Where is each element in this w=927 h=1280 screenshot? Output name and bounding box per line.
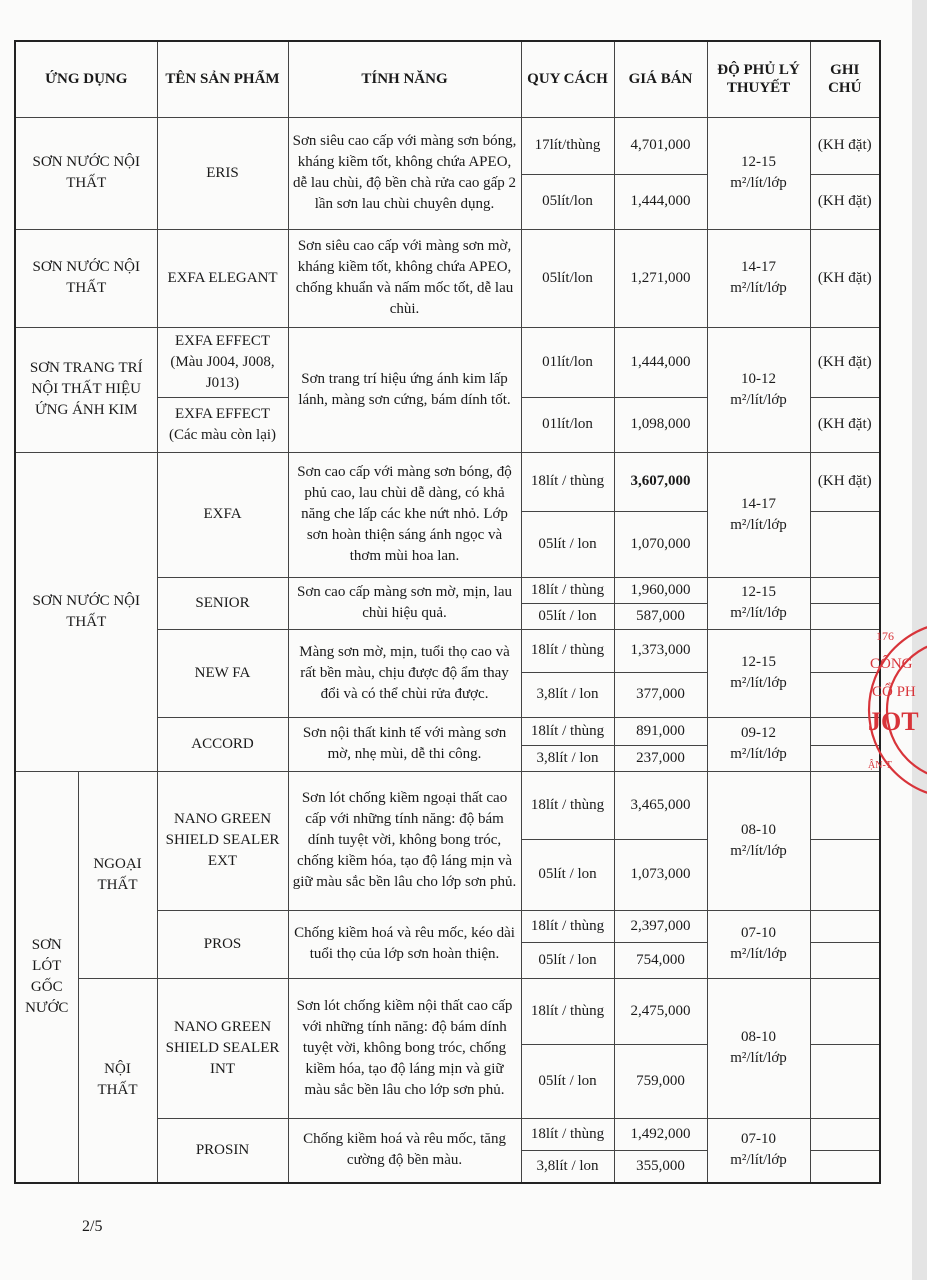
coverage-cell: 14-17 m²/lít/lớp xyxy=(707,452,810,577)
note-cell xyxy=(810,1044,880,1118)
product-name: NEW FA xyxy=(157,629,288,717)
spec-cell: 18lít / thùng xyxy=(521,771,614,839)
price-cell: 1,073,000 xyxy=(614,839,707,910)
application-cell: SƠN LÓT GỐC NƯỚC xyxy=(15,771,78,1183)
price-cell: 587,000 xyxy=(614,603,707,629)
product-name: NANO GREEN SHIELD SEALER INT xyxy=(157,978,288,1118)
svg-text:CỔ PH: CỔ PH xyxy=(872,684,916,700)
product-feature: Sơn siêu cao cấp với màng sơn mờ, kháng kiềm tốt, không chứa APEO, chống khuẩn và nấm mốc tốt, dễ lau chùi. xyxy=(288,229,521,327)
company-stamp xyxy=(862,620,919,790)
coverage-cell: 08-10 m²/lít/lớp xyxy=(707,978,810,1118)
product-name: EXFA xyxy=(157,452,288,577)
table-row xyxy=(15,978,880,1044)
product-name: PROSIN xyxy=(157,1118,288,1183)
price-cell: 1,492,000 xyxy=(614,1118,707,1150)
product-name: NANO GREEN SHIELD SEALER EXT xyxy=(157,771,288,910)
note-cell xyxy=(810,910,880,942)
price-cell: 377,000 xyxy=(614,672,707,717)
spec-cell: 01lít/lon xyxy=(521,327,614,397)
price-cell: 2,475,000 xyxy=(614,978,707,1044)
spec-cell: 3,8lít / lon xyxy=(521,1150,614,1183)
product-name: EXFA EFFECT (Các màu còn lại) xyxy=(157,397,288,452)
price-cell: 4,701,000 xyxy=(614,117,707,174)
header-do-phu: ĐỘ PHỦ LÝ THUYẾT xyxy=(707,41,810,117)
header-gia-ban: GIÁ BÁN xyxy=(614,41,707,117)
product-name: ACCORD xyxy=(157,717,288,771)
product-feature: Sơn lót chống kiềm nội thất cao cấp với những tính năng: độ bám dính tuyệt vời, không bong tróc, chống kiềm hóa, tạo độ láng mịn và giữ màu sắc bền lâu cho lớp sơn phủ. xyxy=(288,978,521,1118)
price-cell: 3,465,000 xyxy=(614,771,707,839)
note-cell xyxy=(810,1118,880,1150)
table-row xyxy=(15,327,880,397)
price-cell: 1,444,000 xyxy=(614,174,707,229)
product-feature: Màng sơn mờ, mịn, tuổi thọ cao và rất bền màu, chịu được độ ẩm thay đổi và có thể chùi rửa được. xyxy=(288,629,521,717)
coverage-cell: 08-10 m²/lít/lớp xyxy=(707,771,810,910)
coverage-cell: 09-12 m²/lít/lớp xyxy=(707,717,810,771)
coverage-cell: 14-17 m²/lít/lớp xyxy=(707,229,810,327)
note-cell xyxy=(810,942,880,978)
header-row xyxy=(15,41,880,117)
price-cell: 1,070,000 xyxy=(614,511,707,577)
product-feature: Sơn trang trí hiệu ứng ánh kim lấp lánh, màng sơn cứng, bám dính tốt. xyxy=(288,327,521,452)
spec-cell: 18lít / thùng xyxy=(521,910,614,942)
page-edge xyxy=(912,0,927,1280)
price-cell: 1,444,000 xyxy=(614,327,707,397)
note-cell xyxy=(810,839,880,910)
coverage-cell: 12-15 m²/lít/lớp xyxy=(707,577,810,629)
price-table xyxy=(14,40,881,1184)
header-ung-dung: ỨNG DỤNG xyxy=(15,41,157,117)
note-cell: (KH đặt) xyxy=(810,327,880,397)
spec-cell: 18lít / thùng xyxy=(521,717,614,745)
table-row xyxy=(15,452,880,511)
product-name: EXFA ELEGANT xyxy=(157,229,288,327)
svg-text:176: 176 xyxy=(876,629,894,643)
price-cell: 759,000 xyxy=(614,1044,707,1118)
application-cell: SƠN NƯỚC NỘI THẤT xyxy=(15,117,157,229)
coverage-cell: 07-10 m²/lít/lớp xyxy=(707,910,810,978)
price-cell: 3,607,000 xyxy=(614,452,707,511)
product-feature: Sơn nội thất kinh tế với màng sơn mờ, nhẹ mùi, dễ thi công. xyxy=(288,717,521,771)
note-cell xyxy=(810,511,880,577)
spec-cell: 17lít/thùng xyxy=(521,117,614,174)
note-cell xyxy=(810,978,880,1044)
note-cell xyxy=(810,577,880,603)
application-cell: SƠN TRANG TRÍ NỘI THẤT HIỆU ỨNG ÁNH KIM xyxy=(15,327,157,452)
product-feature: Sơn lót chống kiềm ngoại thất cao cấp với những tính năng: độ bám dính tuyệt vời, không bong tróc, chống kiềm hóa, tạo độ láng mịn và giữ màu sắc bền lâu cho lớp sơn phủ. xyxy=(288,771,521,910)
price-cell: 1,960,000 xyxy=(614,577,707,603)
coverage-cell: 12-15 m²/lít/lớp xyxy=(707,117,810,229)
spec-cell: 05lít / lon xyxy=(521,511,614,577)
note-cell: (KH đặt) xyxy=(810,229,880,327)
price-cell: 2,397,000 xyxy=(614,910,707,942)
product-name: EXFA EFFECT (Màu J004, J008, J013) xyxy=(157,327,288,397)
note-cell: (KH đặt) xyxy=(810,397,880,452)
application-cell: SƠN NƯỚC NỘI THẤT xyxy=(15,229,157,327)
note-cell: (KH đặt) xyxy=(810,174,880,229)
svg-text:CÔNG: CÔNG xyxy=(870,656,913,672)
subgroup-cell: NGOẠI THẤT xyxy=(78,771,157,978)
price-cell: 1,271,000 xyxy=(614,229,707,327)
product-feature: Sơn siêu cao cấp với màng sơn bóng, kháng kiềm tốt, không chứa APEO, dễ lau chùi, độ bền chà rửa cao gấp 2 lần sơn lau chùi chuyên dụng. xyxy=(288,117,521,229)
spec-cell: 05lít/lon xyxy=(521,229,614,327)
spec-cell: 18lít / thùng xyxy=(521,978,614,1044)
spec-cell: 01lít/lon xyxy=(521,397,614,452)
product-feature: Sơn cao cấp với màng sơn bóng, độ phủ cao, lau chùi dễ dàng, có khả năng che lấp các khe nứt nhỏ. Lớp sơn hoàn thiện sáng ánh ngọc và thơm mùi hoa lan. xyxy=(288,452,521,577)
spec-cell: 18lít / thùng xyxy=(521,1118,614,1150)
header-ten-san-pham: TÊN SẢN PHẨM xyxy=(157,41,288,117)
spec-cell: 3,8lít / lon xyxy=(521,745,614,771)
price-cell: 355,000 xyxy=(614,1150,707,1183)
coverage-cell: 10-12 m²/lít/lớp xyxy=(707,327,810,452)
product-name: ERIS xyxy=(157,117,288,229)
product-feature: Sơn cao cấp màng sơn mờ, mịn, lau chùi hiệu quả. xyxy=(288,577,521,629)
spec-cell: 05lít / lon xyxy=(521,942,614,978)
spec-cell: 18lít / thùng xyxy=(521,577,614,603)
page-number: 2/5 xyxy=(82,1218,103,1235)
coverage-cell: 12-15 m²/lít/lớp xyxy=(707,629,810,717)
price-cell: 754,000 xyxy=(614,942,707,978)
product-name: SENIOR xyxy=(157,577,288,629)
spec-cell: 05lít / lon xyxy=(521,839,614,910)
note-cell: (KH đặt) xyxy=(810,117,880,174)
header-ghi-chu: GHI CHÚ xyxy=(810,41,880,117)
coverage-cell: 07-10 m²/lít/lớp xyxy=(707,1118,810,1183)
spec-cell: 05lít / lon xyxy=(521,603,614,629)
price-cell: 891,000 xyxy=(614,717,707,745)
header-quy-cach: QUY CÁCH xyxy=(521,41,614,117)
application-cell: SƠN NƯỚC NỘI THẤT xyxy=(15,452,157,771)
table-row xyxy=(15,117,880,174)
table-row xyxy=(15,771,880,839)
table-row xyxy=(15,229,880,327)
note-cell xyxy=(810,1150,880,1183)
price-cell: 237,000 xyxy=(614,745,707,771)
price-cell: 1,373,000 xyxy=(614,629,707,672)
subgroup-cell: NỘI THẤT xyxy=(78,978,157,1183)
product-feature: Chống kiềm hoá và rêu mốc, kéo dài tuổi thọ của lớp sơn hoàn thiện. xyxy=(288,910,521,978)
spec-cell: 05lít/lon xyxy=(521,174,614,229)
spec-cell: 05lít / lon xyxy=(521,1044,614,1118)
product-name: PROS xyxy=(157,910,288,978)
product-feature: Chống kiềm hoá và rêu mốc, tăng cường độ bền màu. xyxy=(288,1118,521,1183)
svg-text:ẬN-T: ẬN-T xyxy=(868,760,892,771)
header-tinh-nang: TÍNH NĂNG xyxy=(288,41,521,117)
price-cell: 1,098,000 xyxy=(614,397,707,452)
note-cell: (KH đặt) xyxy=(810,452,880,511)
spec-cell: 3,8lít / lon xyxy=(521,672,614,717)
svg-text:JOT: JOT xyxy=(868,707,919,736)
spec-cell: 18lít / thùng xyxy=(521,629,614,672)
spec-cell: 18lít / thùng xyxy=(521,452,614,511)
